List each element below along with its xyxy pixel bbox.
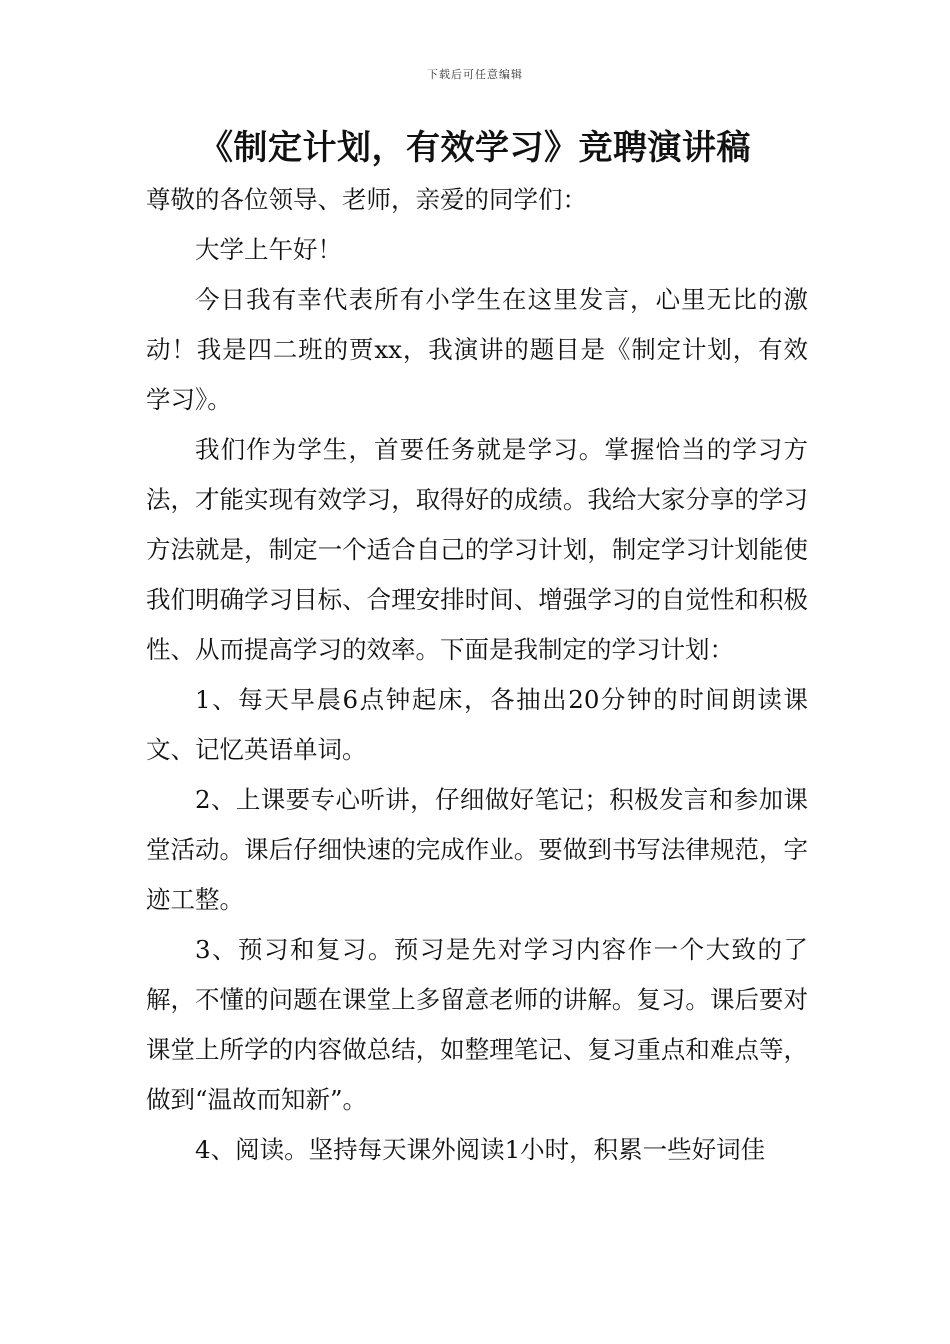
plan-item-2: 2、上课要专心听讲，仔细做好笔记；积极发言和参加课堂活动。课后仔细快速的完成作业。要做到书写法律规范，字迹工整。 — [146, 785, 808, 914]
header-note: 下载后可任意编辑 — [427, 68, 523, 81]
paragraph-study-method: 我们作为学生，首要任务就是学习。掌握恰当的学习方法，才能实现有效学习，取得好的成绩。我给大家分享的学习方法就是，制定一个适合自己的学习计划，制定学习计划能使我们明确学习目标、合理安排时间、增强学习的自觉性和积极性、从而提高学习的效率。下面是我制定的学习计划： — [146, 435, 808, 664]
salutation: 尊敬的各位领导、老师，亲爱的同学们： — [146, 185, 587, 214]
page-title: 《制定计划，有效学习》竞聘演讲稿 — [199, 128, 751, 168]
paragraph-introduction: 今日我有幸代表所有小学生在这里发言，心里无比的激动！我是四二班的贾xx，我演讲的题目是《制定计划，有效学习》。 — [146, 285, 808, 414]
plan-item-4: 4、阅读。坚持每天课外阅读1小时，积累一些好词佳 — [195, 1135, 766, 1164]
document-body — [146, 175, 808, 1175]
plan-item-3: 3、预习和复习。预习是先对学习内容作一个大致的了解，不懂的问题在课堂上多留意老师的讲解。复习。课后要对课堂上所学的内容做总结，如整理笔记、复习重点和难点等，做到“温故而知新”。 — [146, 935, 808, 1114]
paragraph-greeting: 大学上午好！ — [195, 235, 342, 264]
plan-item-1: 1、每天早晨6点钟起床，各抽出20分钟的时间朗读课文、记忆英语单词。 — [146, 685, 808, 764]
